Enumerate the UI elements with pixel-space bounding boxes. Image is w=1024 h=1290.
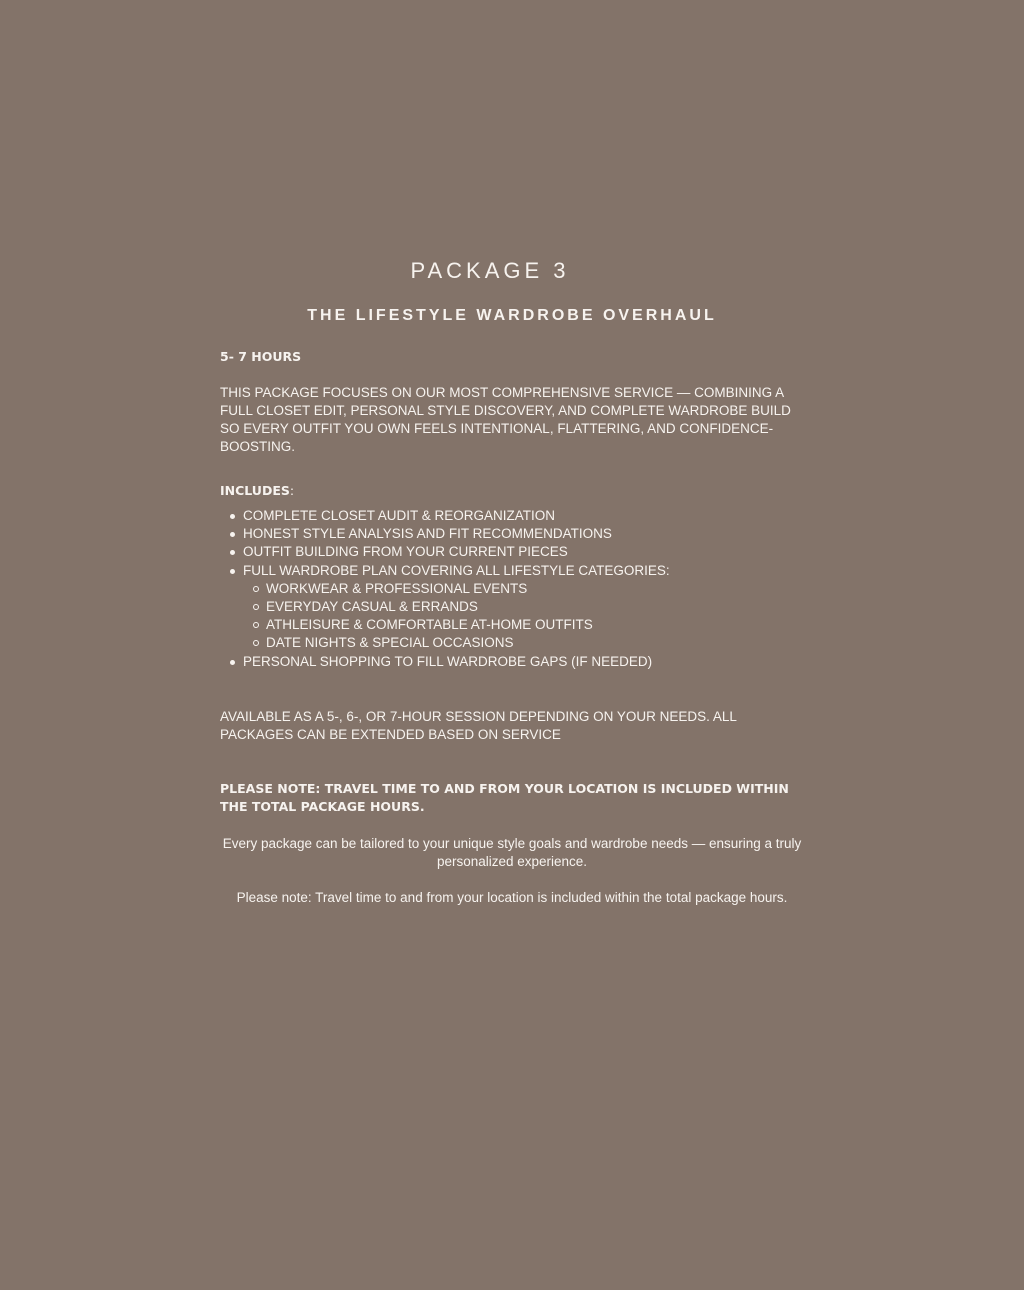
list-item-label: OUTFIT BUILDING FROM YOUR CURRENT PIECES bbox=[243, 544, 568, 560]
list-item bbox=[243, 543, 804, 561]
includes-label: INCLUDES bbox=[220, 483, 290, 498]
bullet-icon bbox=[230, 532, 235, 537]
list-item bbox=[243, 653, 804, 671]
package-hours: 5- 7 HOURS bbox=[220, 349, 302, 364]
hollow-bullet-icon bbox=[253, 640, 259, 646]
bullet-icon bbox=[230, 550, 235, 555]
hollow-bullet-icon bbox=[253, 622, 259, 628]
availability-text: AVAILABLE AS A 5-, 6-, OR 7-HOUR SESSION DEPENDING ON YOUR NEEDS. ALL PACKAGES CAN BE EXTENDED BASED ON SERVICE bbox=[220, 708, 737, 742]
list-item-label: PERSONAL SHOPPING TO FILL WARDROBE GAPS (IF NEEDED) bbox=[243, 653, 653, 669]
list-item-label: HONEST STYLE ANALYSIS AND FIT RECOMMENDATIONS bbox=[243, 526, 612, 542]
sub-list-item-label: EVERYDAY CASUAL & ERRANDS bbox=[266, 599, 478, 615]
package-description: THIS PACKAGE FOCUSES ON OUR MOST COMPREHENSIVE SERVICE — COMBINING A FULL CLOSET EDIT, PERSONAL STYLE DISCOVERY, AND COMPLETE WARDROBE BUILD SO EVERY OUTFIT YOU OWN FEELS INTENTIONAL, FLATTERING, AND CONFIDENCE-BOOSTING. bbox=[220, 385, 791, 454]
includes-list bbox=[220, 507, 804, 671]
list-item-label: FULL WARDROBE PLAN COVERING ALL LIFESTYLE CATEGORIES: bbox=[243, 562, 670, 578]
list-item-label: COMPLETE CLOSET AUDIT & REORGANIZATION bbox=[243, 508, 556, 523]
hollow-bullet-icon bbox=[253, 586, 259, 592]
sub-list-item-label: DATE NIGHTS & SPECIAL OCCASIONS bbox=[266, 635, 514, 651]
travel-note: Please note: Travel time to and from your location is included within the total package hours. bbox=[236, 889, 788, 905]
package-details bbox=[220, 256, 804, 907]
sub-list-item bbox=[266, 634, 804, 652]
bullet-icon bbox=[230, 514, 235, 519]
hollow-bullet-icon bbox=[253, 604, 259, 610]
sub-list-item bbox=[266, 580, 804, 598]
tailored-note: Every package can be tailored to your unique style goals and wardrobe needs — ensuring a truly personalized experience. bbox=[222, 835, 802, 869]
sub-list-item-label: WORKWEAR & PROFESSIONAL EVENTS bbox=[266, 580, 528, 596]
includes-heading bbox=[220, 481, 804, 501]
sub-list-item bbox=[266, 616, 804, 634]
package-title: PACKAGE 3 bbox=[410, 258, 570, 283]
lifestyle-categories-list bbox=[243, 580, 804, 653]
list-item bbox=[243, 525, 804, 543]
includes-colon: : bbox=[289, 483, 295, 498]
package-subtitle: THE LIFESTYLE WARDROBE OVERHAUL bbox=[307, 307, 717, 324]
list-item bbox=[243, 507, 804, 525]
travel-note-bold: PLEASE NOTE: TRAVEL TIME TO AND FROM YOUR LOCATION IS INCLUDED WITHIN THE TOTAL PACKAGE HOURS. bbox=[220, 780, 789, 814]
list-item bbox=[243, 562, 804, 653]
bullet-icon bbox=[230, 569, 235, 574]
bullet-icon bbox=[230, 660, 235, 665]
sub-list-item bbox=[266, 598, 804, 616]
sub-list-item-label: ATHLEISURE & COMFORTABLE AT-HOME OUTFITS bbox=[266, 617, 593, 633]
